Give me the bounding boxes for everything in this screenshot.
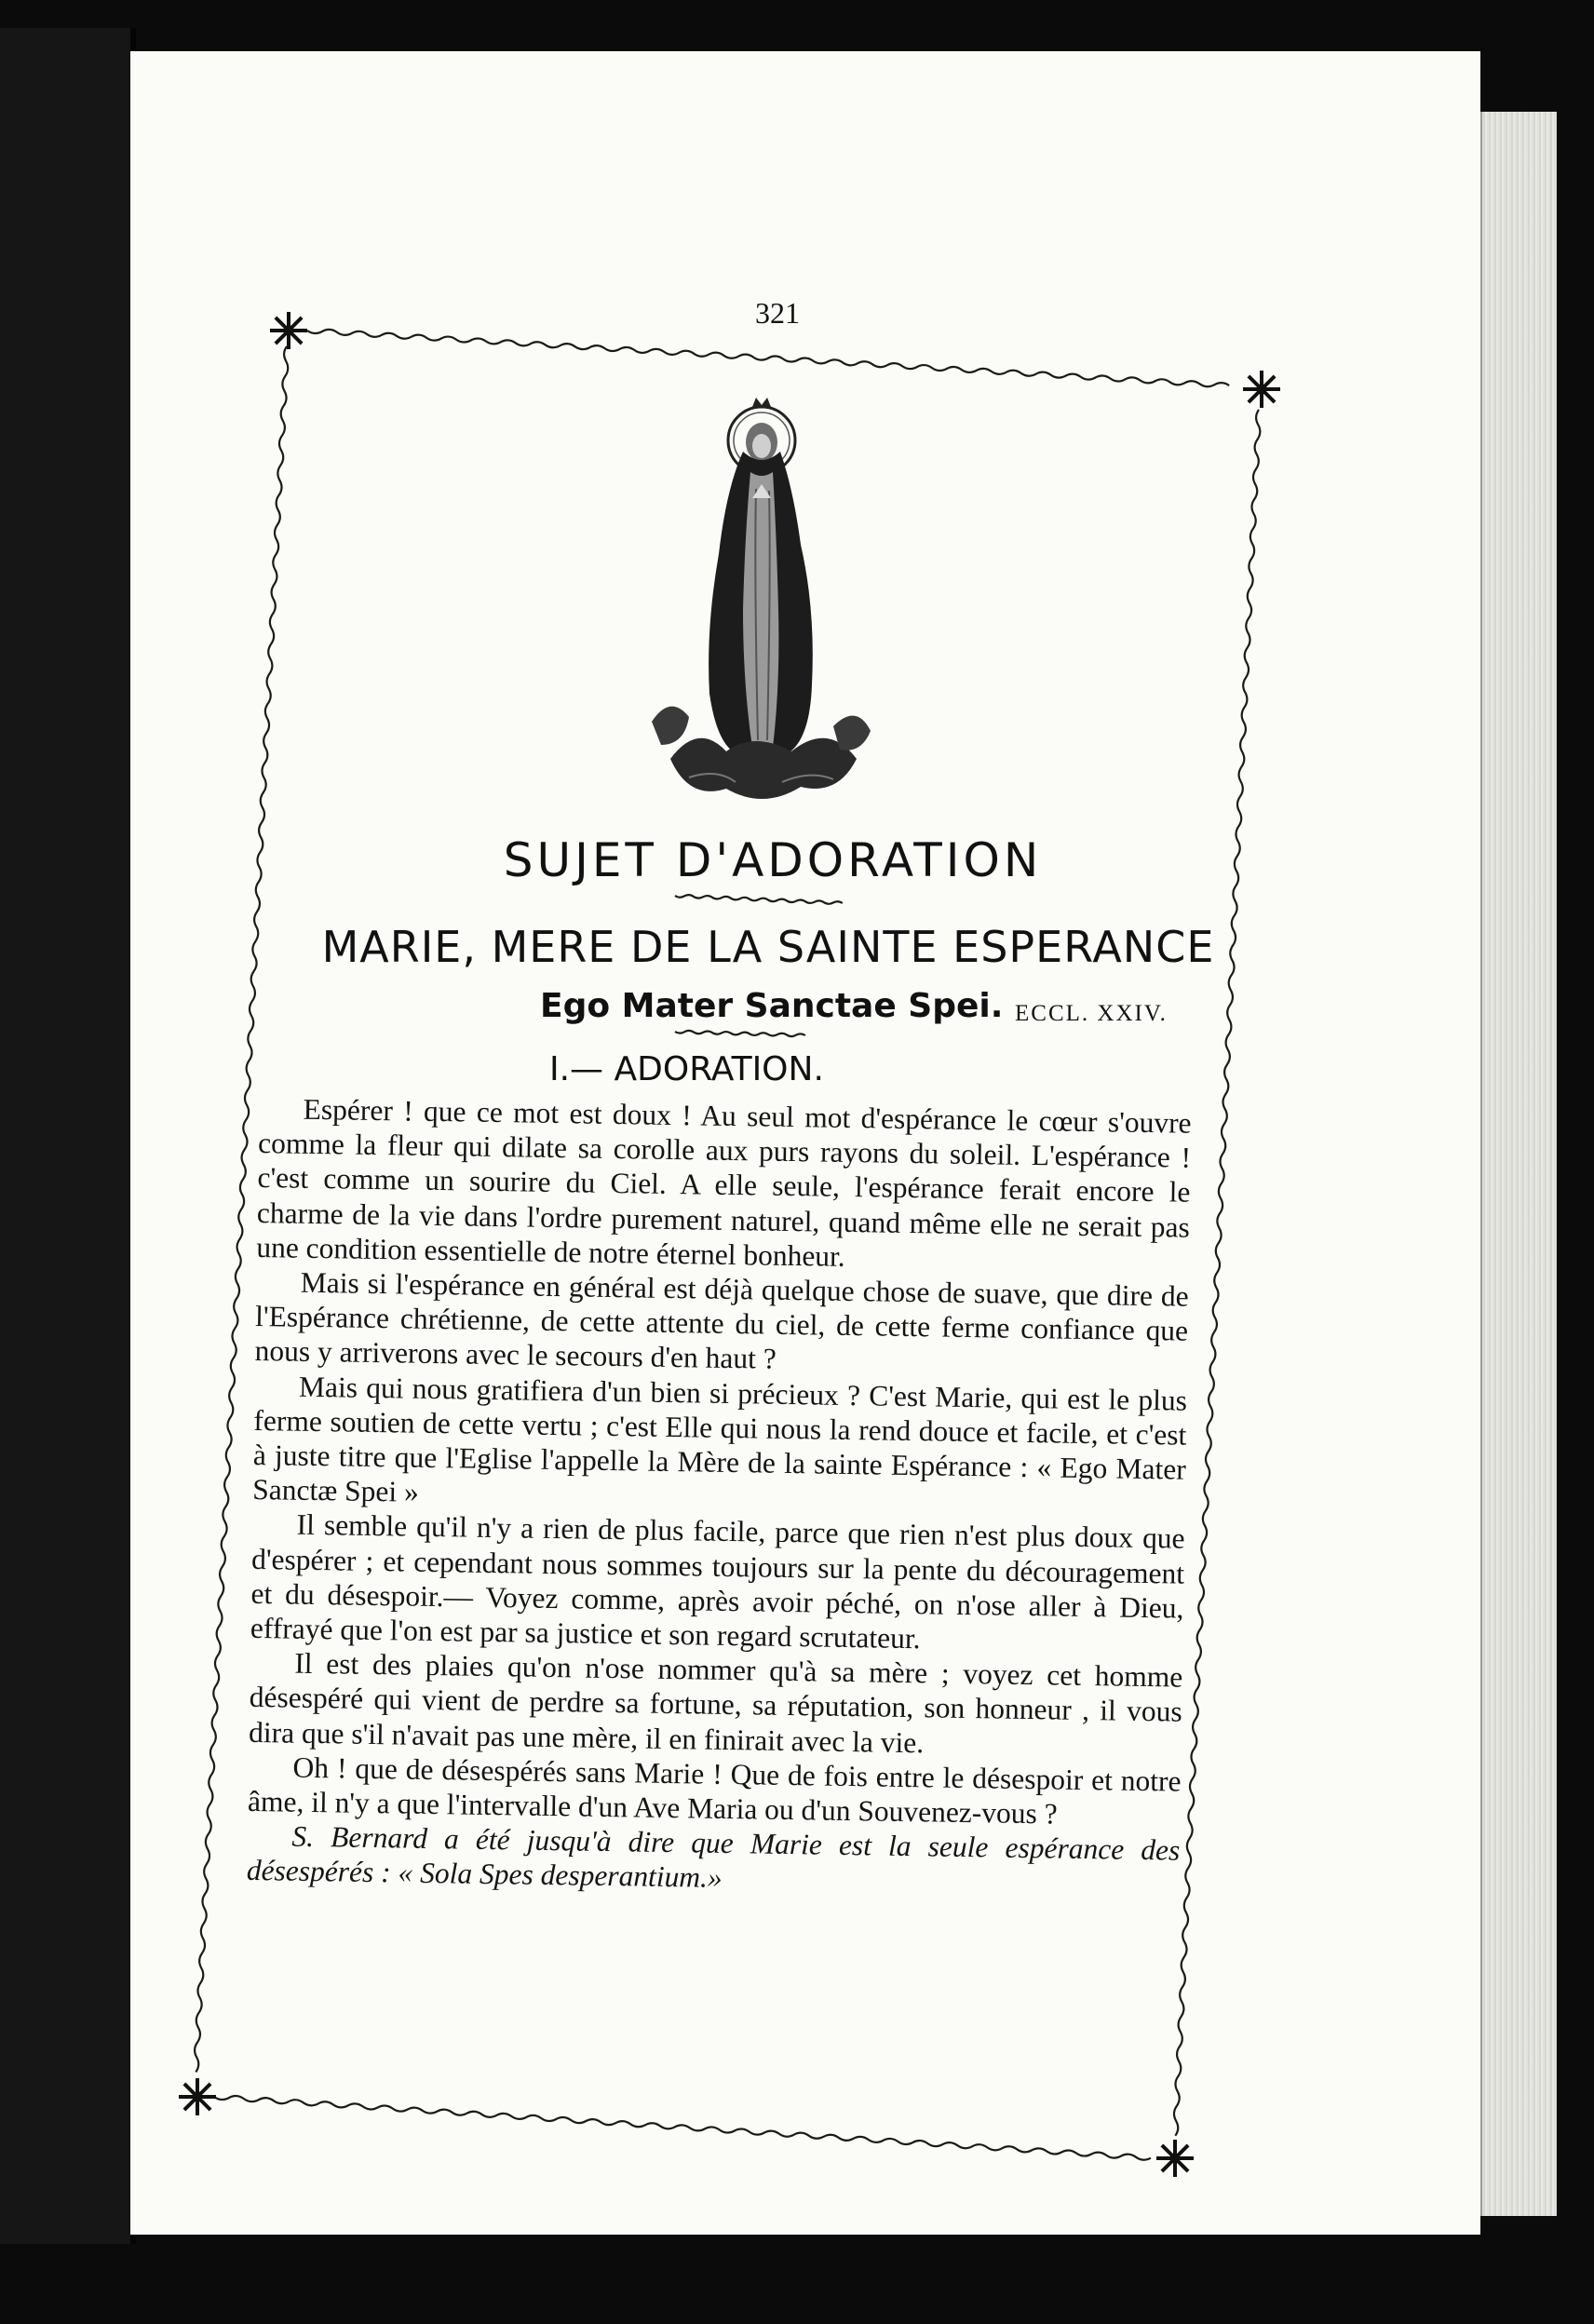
section-heading: I.— ADORATION. bbox=[549, 1050, 824, 1088]
frame-border-bottom bbox=[214, 2096, 1151, 2160]
corner-star-icon bbox=[1156, 2140, 1194, 2177]
paragraph: Il semble qu'il n'y a rien de plus facile, parce que rien n'est plus doux que d'espérer ; et cependant nous sommes toujours sur la pente du découragement et du désespoir.— Voyez comme, après avoir péché, on n'ose aller à Dieu, effrayé que l'on est par sa justice et son regard scrutateur. bbox=[250, 1508, 1185, 1655]
latin-motto: Ego Mater Sanctae Spei. bbox=[540, 987, 1004, 1025]
paragraph: Mais qui nous gratifiera d'un bien si précieux ? C'est Marie, qui est le plus ferme soutien de cette vertu ; c'est Elle qui nous la rend douce et facile, et c'est à juste titre que l'Eglise l'appelle la Mère de la sainte Espérance : « Ego Mater Sanctæ Spei » bbox=[252, 1370, 1188, 1508]
title-ornament bbox=[675, 895, 843, 904]
madonna-statue-illustration bbox=[633, 386, 885, 815]
scripture-reference: ECCL. XXIV. bbox=[1015, 1001, 1168, 1026]
sub-title: MARIE, MERE DE LA SAINTE ESPERANCE bbox=[321, 922, 1215, 972]
corner-star-icon bbox=[179, 2078, 216, 2115]
corner-star-icon bbox=[1243, 371, 1280, 408]
corner-star-icon bbox=[270, 312, 307, 349]
paragraph: Mais si l'espérance en général est déjà quelque chose de suave, que dire de l'Espérance chrétienne, de cette attente du ciel, de cette ferme confiance que nous y arriverons avec le secours d'en haut ? bbox=[254, 1265, 1189, 1376]
page-number: 321 bbox=[755, 296, 800, 330]
paragraph: Espérer ! que ce mot est doux ! Au seul mot d'espérance le cœur s'ouvre comme la fleur qui dilate sa corolle aux purs rayons du soleil. L'espérance ! c'est comme un sourire du Ciel. A elle seule, l'espérance ferait encore le charme de la vie dans l'ordre purement naturel, quand même elle ne serait pas une condition essentielle de notre éternel bonheur. bbox=[256, 1092, 1192, 1273]
body-text bbox=[247, 1091, 1192, 1902]
paragraph: Il est des plaies qu'on n'ose nommer qu'à sa mère ; voyez cet homme désespéré qui vient de perdre sa fortune, sa réputation, son honneur , il vous dira que s'il n'avait pas une mère, il en finirait avec la vie. bbox=[248, 1646, 1183, 1759]
motto-ornament bbox=[675, 1031, 805, 1036]
closing-paragraph: S. Bernard a été jusqu'à dire que Marie est la seule espérance des désespérés : « Sola Spes desperantium.» bbox=[246, 1819, 1181, 1895]
paragraph: Oh ! que de désespérés sans Marie ! Que de fois entre le désespoir et notre âme, il n'y a que l'intervalle d'un Ave Maria ou d'un Souvenez-vous ? bbox=[247, 1750, 1182, 1831]
frame-border-top bbox=[307, 330, 1229, 386]
main-title: SUJET D'ADORATION bbox=[503, 833, 1043, 887]
